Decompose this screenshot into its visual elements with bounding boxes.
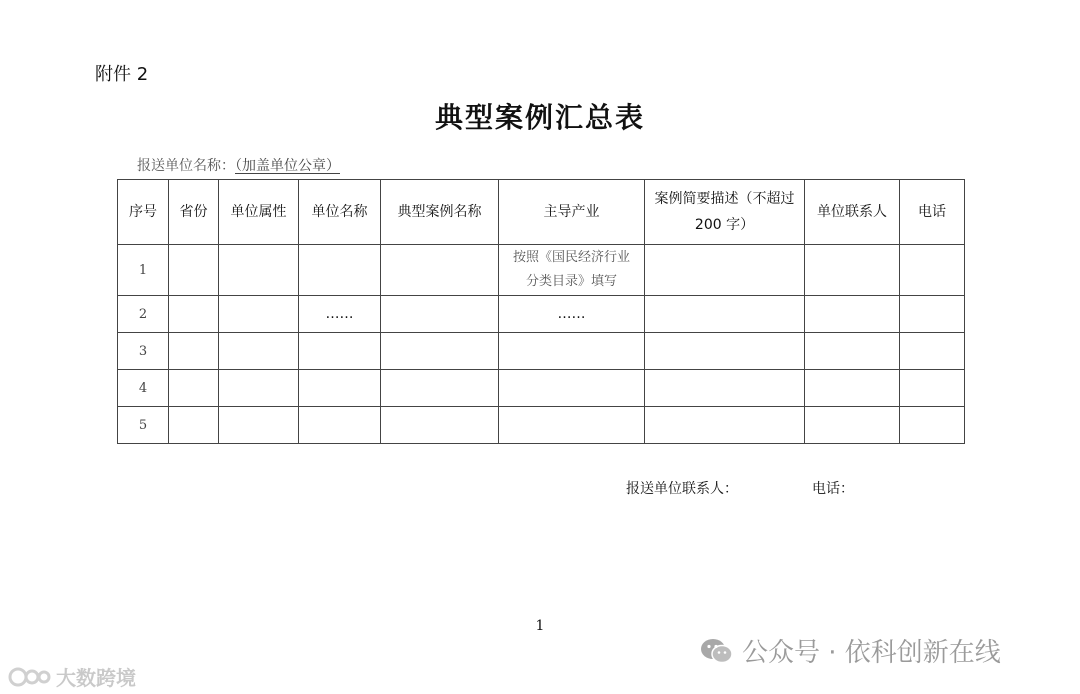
header-cell: 电话	[900, 180, 965, 245]
cell-industry: ……	[499, 296, 645, 333]
cell-contact	[805, 370, 900, 407]
wechat-icon	[700, 637, 734, 665]
cell-description	[645, 296, 805, 333]
cell-phone	[900, 245, 965, 296]
cell-industry	[499, 407, 645, 444]
watermark-right	[700, 632, 1001, 669]
row-index: 2	[118, 296, 169, 333]
attachment-label: 附件 2	[95, 64, 149, 85]
cell-unit-type	[219, 407, 299, 444]
cell-unit-type	[219, 333, 299, 370]
reporter-label: 报送单位名称：	[137, 158, 235, 174]
reporter-line	[137, 155, 340, 175]
cell-province	[169, 296, 219, 333]
cell-industry	[499, 333, 645, 370]
cell-contact	[805, 407, 900, 444]
table-row	[118, 333, 965, 370]
cell-description	[645, 407, 805, 444]
cell-unit-type	[219, 370, 299, 407]
header-cell: 单位联系人	[805, 180, 900, 245]
cell-unit-type	[219, 245, 299, 296]
reporter-stamp: （加盖单位公章）	[235, 158, 340, 174]
header-cell: 案例简要描述（不超过 200 字）	[645, 180, 805, 245]
cell-industry	[499, 370, 645, 407]
cell-contact	[805, 296, 900, 333]
table-row	[118, 407, 965, 444]
row-index: 1	[118, 245, 169, 296]
cell-description	[645, 370, 805, 407]
cell-contact	[805, 333, 900, 370]
header-cell: 序号	[118, 180, 169, 245]
industry-note-line1: 按照《国民经济行业	[512, 250, 630, 265]
watermark-left	[8, 662, 136, 691]
page-title: 典型案例汇总表	[434, 101, 645, 134]
header-cell: 单位名称	[299, 180, 381, 245]
table-row	[118, 370, 965, 407]
cell-unit-name	[299, 370, 381, 407]
brand-logo-icon	[8, 666, 52, 688]
header-cell: 省份	[169, 180, 219, 245]
cell-industry	[499, 245, 645, 296]
cell-contact	[805, 245, 900, 296]
cell-phone	[900, 370, 965, 407]
table-header-row	[118, 180, 965, 245]
page-number: 1	[535, 618, 545, 634]
footer-phone-label: 电话：	[812, 481, 854, 497]
row-index: 3	[118, 333, 169, 370]
cell-description	[645, 333, 805, 370]
cell-unit-name: ……	[299, 296, 381, 333]
cell-province	[169, 407, 219, 444]
row-index: 4	[118, 370, 169, 407]
cell-case-name	[381, 296, 499, 333]
cell-phone	[900, 296, 965, 333]
row-index: 5	[118, 407, 169, 444]
cell-unit-name	[299, 333, 381, 370]
cell-description	[645, 245, 805, 296]
cell-case-name	[381, 333, 499, 370]
cell-province	[169, 245, 219, 296]
watermark-left-text: 大数跨境	[56, 666, 136, 690]
table-row	[118, 296, 965, 333]
cell-case-name	[381, 370, 499, 407]
cell-phone	[900, 333, 965, 370]
footer-contact-label: 报送单位联系人：	[626, 481, 738, 497]
cell-unit-name	[299, 245, 381, 296]
cell-case-name	[381, 407, 499, 444]
cell-case-name	[381, 245, 499, 296]
cell-unit-type	[219, 296, 299, 333]
header-cell: 单位属性	[219, 180, 299, 245]
table-row	[118, 245, 965, 296]
cell-province	[169, 370, 219, 407]
cell-province	[169, 333, 219, 370]
industry-note-line2: 分类目录》填写	[525, 274, 617, 289]
cell-phone	[900, 407, 965, 444]
header-cell: 典型案例名称	[381, 180, 499, 245]
watermark-right-text: 公众号 · 依科创新在线	[742, 638, 1001, 668]
cell-unit-name	[299, 407, 381, 444]
footer-line	[626, 478, 854, 498]
header-cell: 主导产业	[499, 180, 645, 245]
case-summary-table	[117, 179, 965, 444]
